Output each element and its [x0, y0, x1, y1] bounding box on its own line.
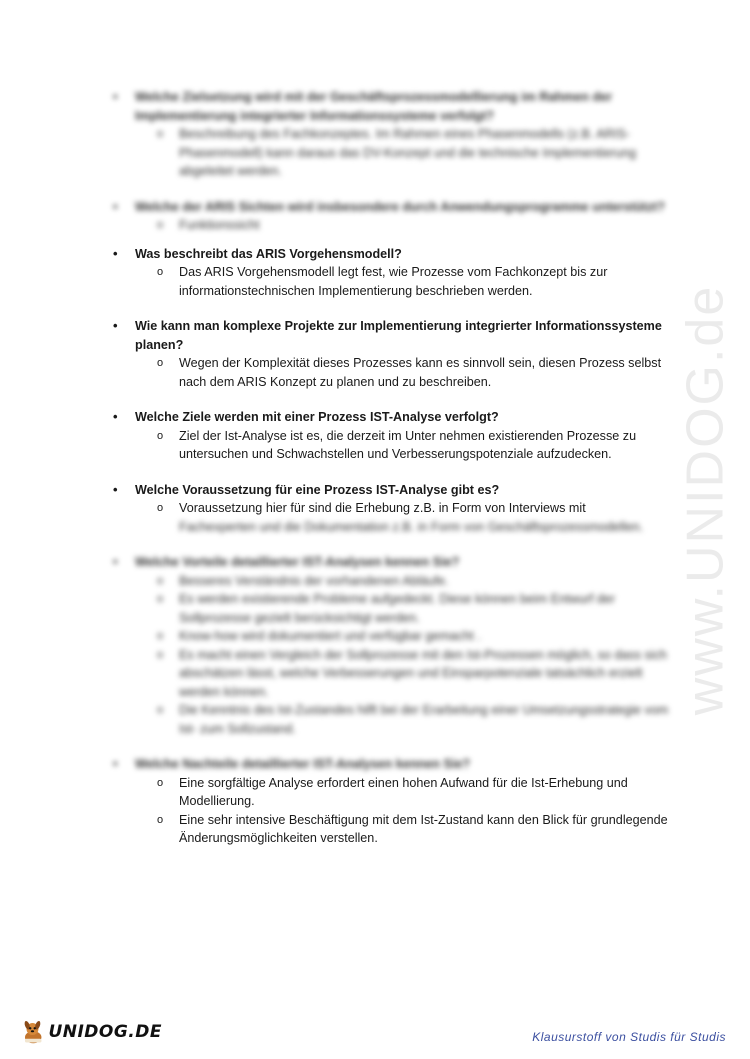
qa-item: [113, 755, 673, 848]
watermark-text: www.UNIDOG.de: [676, 284, 734, 716]
answer: o Eine sehr intensive Beschäftigung mit dem Ist-Zustand kann den Blick für grundlegende Änderungsmöglichkeiten verstellen.: [113, 811, 673, 848]
qa-item: [113, 408, 673, 464]
answer-text: Voraussetzung hier für sind die Erhebung z.B. in Form von Interviews mit: [179, 501, 586, 515]
qa-list: [113, 88, 673, 865]
qa-item: [113, 245, 673, 301]
qa-item: [113, 553, 673, 738]
qa-item: [113, 88, 673, 181]
answer: o Eine sorgfältige Analyse erfordert einen hohen Aufwand für die Ist-Erhebung und Modellierung.: [113, 774, 673, 811]
answer: o Ziel der Ist-Analyse ist es, die derzeit im Unter nehmen existierenden Prozesse zu untersuchen und Schwachstellen und Verbesserungspotenziale aufzudecken.: [113, 427, 673, 464]
answer: [113, 499, 673, 536]
answer-text-blurred: Fachexperten und die Dokumentation z.B. in Form von Geschäftsprozessmodellen.: [179, 519, 644, 534]
answer: o Beschreibung des Fachkonzeptes. Im Rahmen eines Phasenmodells (z.B. ARIS-Phasenmodell) kann daraus das DV-Konzept und die technische Implementierung abgeleitet werden.: [113, 125, 673, 181]
question: • Welche der ARIS Sichten wird insbesondere durch Anwendungsprogramme unterstützt?: [113, 198, 673, 217]
footer-tagline: Klausurstoff von Studis für Studis: [532, 1030, 726, 1044]
answer: o Die Kenntnis des Ist-Zustandes hilft bei der Erarbeitung einer Umsetzungsstrategie vom Ist- zum Sollzustand.: [113, 701, 673, 738]
dog-mascot-icon: [22, 1015, 44, 1049]
question: • Wie kann man komplexe Projekte zur Implementierung integrierter Informationssysteme planen?: [113, 317, 673, 354]
qa-item: [113, 198, 673, 235]
answer: o Wegen der Komplexität dieses Prozesses kann es sinnvoll sein, diesen Prozess selbst nach dem ARIS Konzept zu planen und zu beschreiben.: [113, 354, 673, 391]
question: • Welche Ziele werden mit einer Prozess IST-Analyse verfolgt?: [113, 408, 673, 427]
answer: o Es werden existierende Probleme aufgedeckt. Diese können beim Entwurf der Sollprozesse gezielt berücksichtigt werden.: [113, 590, 673, 627]
question: • Welche Vorteile detaillierter IST-Analysen kennen Sie?: [113, 553, 673, 572]
logo-text: UNIDOG.DE: [48, 1022, 162, 1042]
answer: o Know-how wird dokumentiert und verfügbar gemacht .: [113, 627, 673, 646]
question: • Was beschreibt das ARIS Vorgehensmodell?: [113, 245, 673, 264]
watermark: [660, 260, 750, 740]
qa-item: [113, 317, 673, 391]
answer: o Funktionssicht: [113, 216, 673, 235]
question: • Welche Nachteile detaillierter IST-Analysen kennen Sie?: [113, 755, 673, 774]
question: • Welche Voraussetzung für eine Prozess IST-Analyse gibt es?: [113, 481, 673, 500]
question: • Welche Zielsetzung wird mit der Geschäftsprozessmodellierung im Rahmen der Implementierung integrierter Informationssysteme verfolgt?: [113, 88, 673, 125]
answer: o Es macht einen Vergleich der Sollprozesse mit den Ist-Prozessen möglich, so dass sich abschätzen lässt, welche Verbesserungen und Einsparpotenziale tatsächlich erzielt werden können.: [113, 646, 673, 702]
answer: o Das ARIS Vorgehensmodell legt fest, wie Prozesse vom Fachkonzept bis zur informationstechnischen Implementierung beschrieben werden.: [113, 263, 673, 300]
qa-item: [113, 481, 673, 537]
answer: o Besseres Verständnis der vorhandenen Abläufe.: [113, 572, 673, 591]
unidog-logo: [22, 1012, 162, 1052]
